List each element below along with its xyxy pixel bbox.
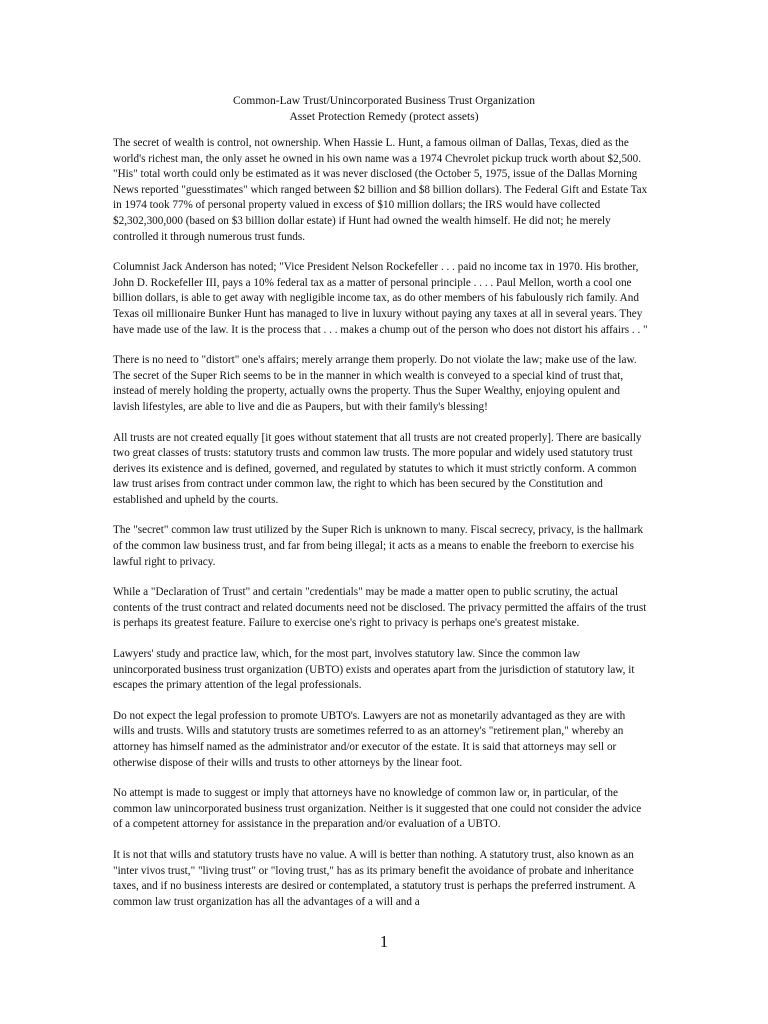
- page-number: 1: [379, 932, 389, 951]
- document-title: Common-Law Trust/Unincorporated Business Trust Organization: [233, 95, 535, 107]
- paragraph-6: While a "Declaration of Trust" and certain "credentials" may be made a matter open to public scrutiny, the actual contents of the trust contract and related documents need not be disclosed. The privacy permitted the affairs of the trust is perhaps its greatest feature. Failure to exercise one's right to privacy is perhaps one's greatest mistake.: [113, 586, 647, 630]
- paragraph-3: There is no need to "distort" one's affairs; merely arrange them properly. Do not violate the law; make use of the law. The secret of the Super Rich seems to be in the manner in which wealth is conveyed to a special kind of trust that, instead of merely holding the property, actually owns the property. Thus the Super Wealthy, enjoying opulent and lavish lifestyles, are able to live and die as Paupers, but with their family's blessing!: [113, 354, 637, 413]
- paragraph-1: The secret of wealth is control, not ownership. When Hassie L. Hunt, a famous oilman of Dallas, Texas, died as the world's richest man, the only asset he owned in his own name was a 1974 Chevrolet pickup truck worth about $2,500. "His" total worth could only be estimated as it was never disclosed (the October 5, 1975, issue of the Dallas Morning News reported "guesstimates" which ranged between $2 billion and $8 billion dollars). The Federal Gift and Estate Tax in 1974 took 77% of personal property valued in excess of $10 million dollars; the IRS would have collected $2,302,300,000 (based on $3 billion dollar estate) if Hunt had owned the wealth himself. He did not; he merely controlled it through numerous trust funds.: [113, 137, 648, 243]
- paragraph-10: It is not that wills and statutory trusts have no value. A will is better than nothing. A statutory trust, also known as an "inter vivos trust," "living trust" or "loving trust," has as its primary benefit the avoidance of probate and inheritance taxes, and if no business interests are desired or contemplated, a statutory trust is perhaps the preferred instrument. A common law trust organization has all the advantages of a will and a: [113, 848, 636, 908]
- document-body: [113, 136, 649, 925]
- paragraph-9: No attempt is made to suggest or imply that attorneys have no knowledge of common law or, in particular, of the common law unincorporated business trust organization. Neither is it suggested that one could not consider the advice of a competent attorney for assistance in the preparation and/or evaluation of a UBTO.: [113, 787, 642, 831]
- paragraph-4: All trusts are not created equally [it goes without statement that all trusts are not created properly]. There are basically two great classes of trusts: statutory trusts and common law trusts. The more popular and widely used statutory trust derives its existence and is defined, governed, and regulated by statutes to which it must strictly conform. A common law trust arises from contract under common law, the right to which has been secured by the Constitution and established and upheld by the courts.: [113, 431, 642, 506]
- document-header: [0, 93, 768, 125]
- paragraph-7: Lawyers' study and practice law, which, for the most part, involves statutory law. Since the common law unincorporated business trust organization (UBTO) exists and operates apart from the jurisdiction of statutory law, it escapes the primary attention of the legal professionals.: [113, 648, 635, 692]
- document-subtitle: Asset Protection Remedy (protect assets): [289, 111, 479, 123]
- paragraph-5: The "secret" common law trust utilized by the Super Rich is unknown to many. Fiscal secrecy, privacy, is the hallmark of the common law business trust, and far from being illegal; it acts as a means to enable the freeborn to exercise his lawful right to privacy.: [113, 524, 644, 568]
- paragraph-8: Do not expect the legal profession to promote UBTO's. Lawyers are not as monetarily advantaged as they are with wills and trusts. Wills and statutory trusts are sometimes referred to as an attorney's "retirement plan," whereby an attorney has himself named as the administrator and/or executor of the estate. It is said that attorneys may sell or otherwise dispose of their wills and trusts to other attorneys by the linear foot.: [113, 709, 626, 769]
- paragraph-2: Columnist Jack Anderson has noted; "Vice President Nelson Rockefeller . . . paid no income tax in 1970. His brother, John D. Rockefeller III, pays a 10% federal tax as a matter of personal principle . . . . Paul Mellon, worth a cool one billion dollars, is able to get away with negligible income tax, as do other members of his fabulously rich family. And Texas oil millionaire Bunker Hunt has managed to live in luxury without paying any taxes at all in several years. They have made use of the law. It is the process that . . . makes a chump out of the person who does not distort his affairs . . ": [113, 261, 648, 336]
